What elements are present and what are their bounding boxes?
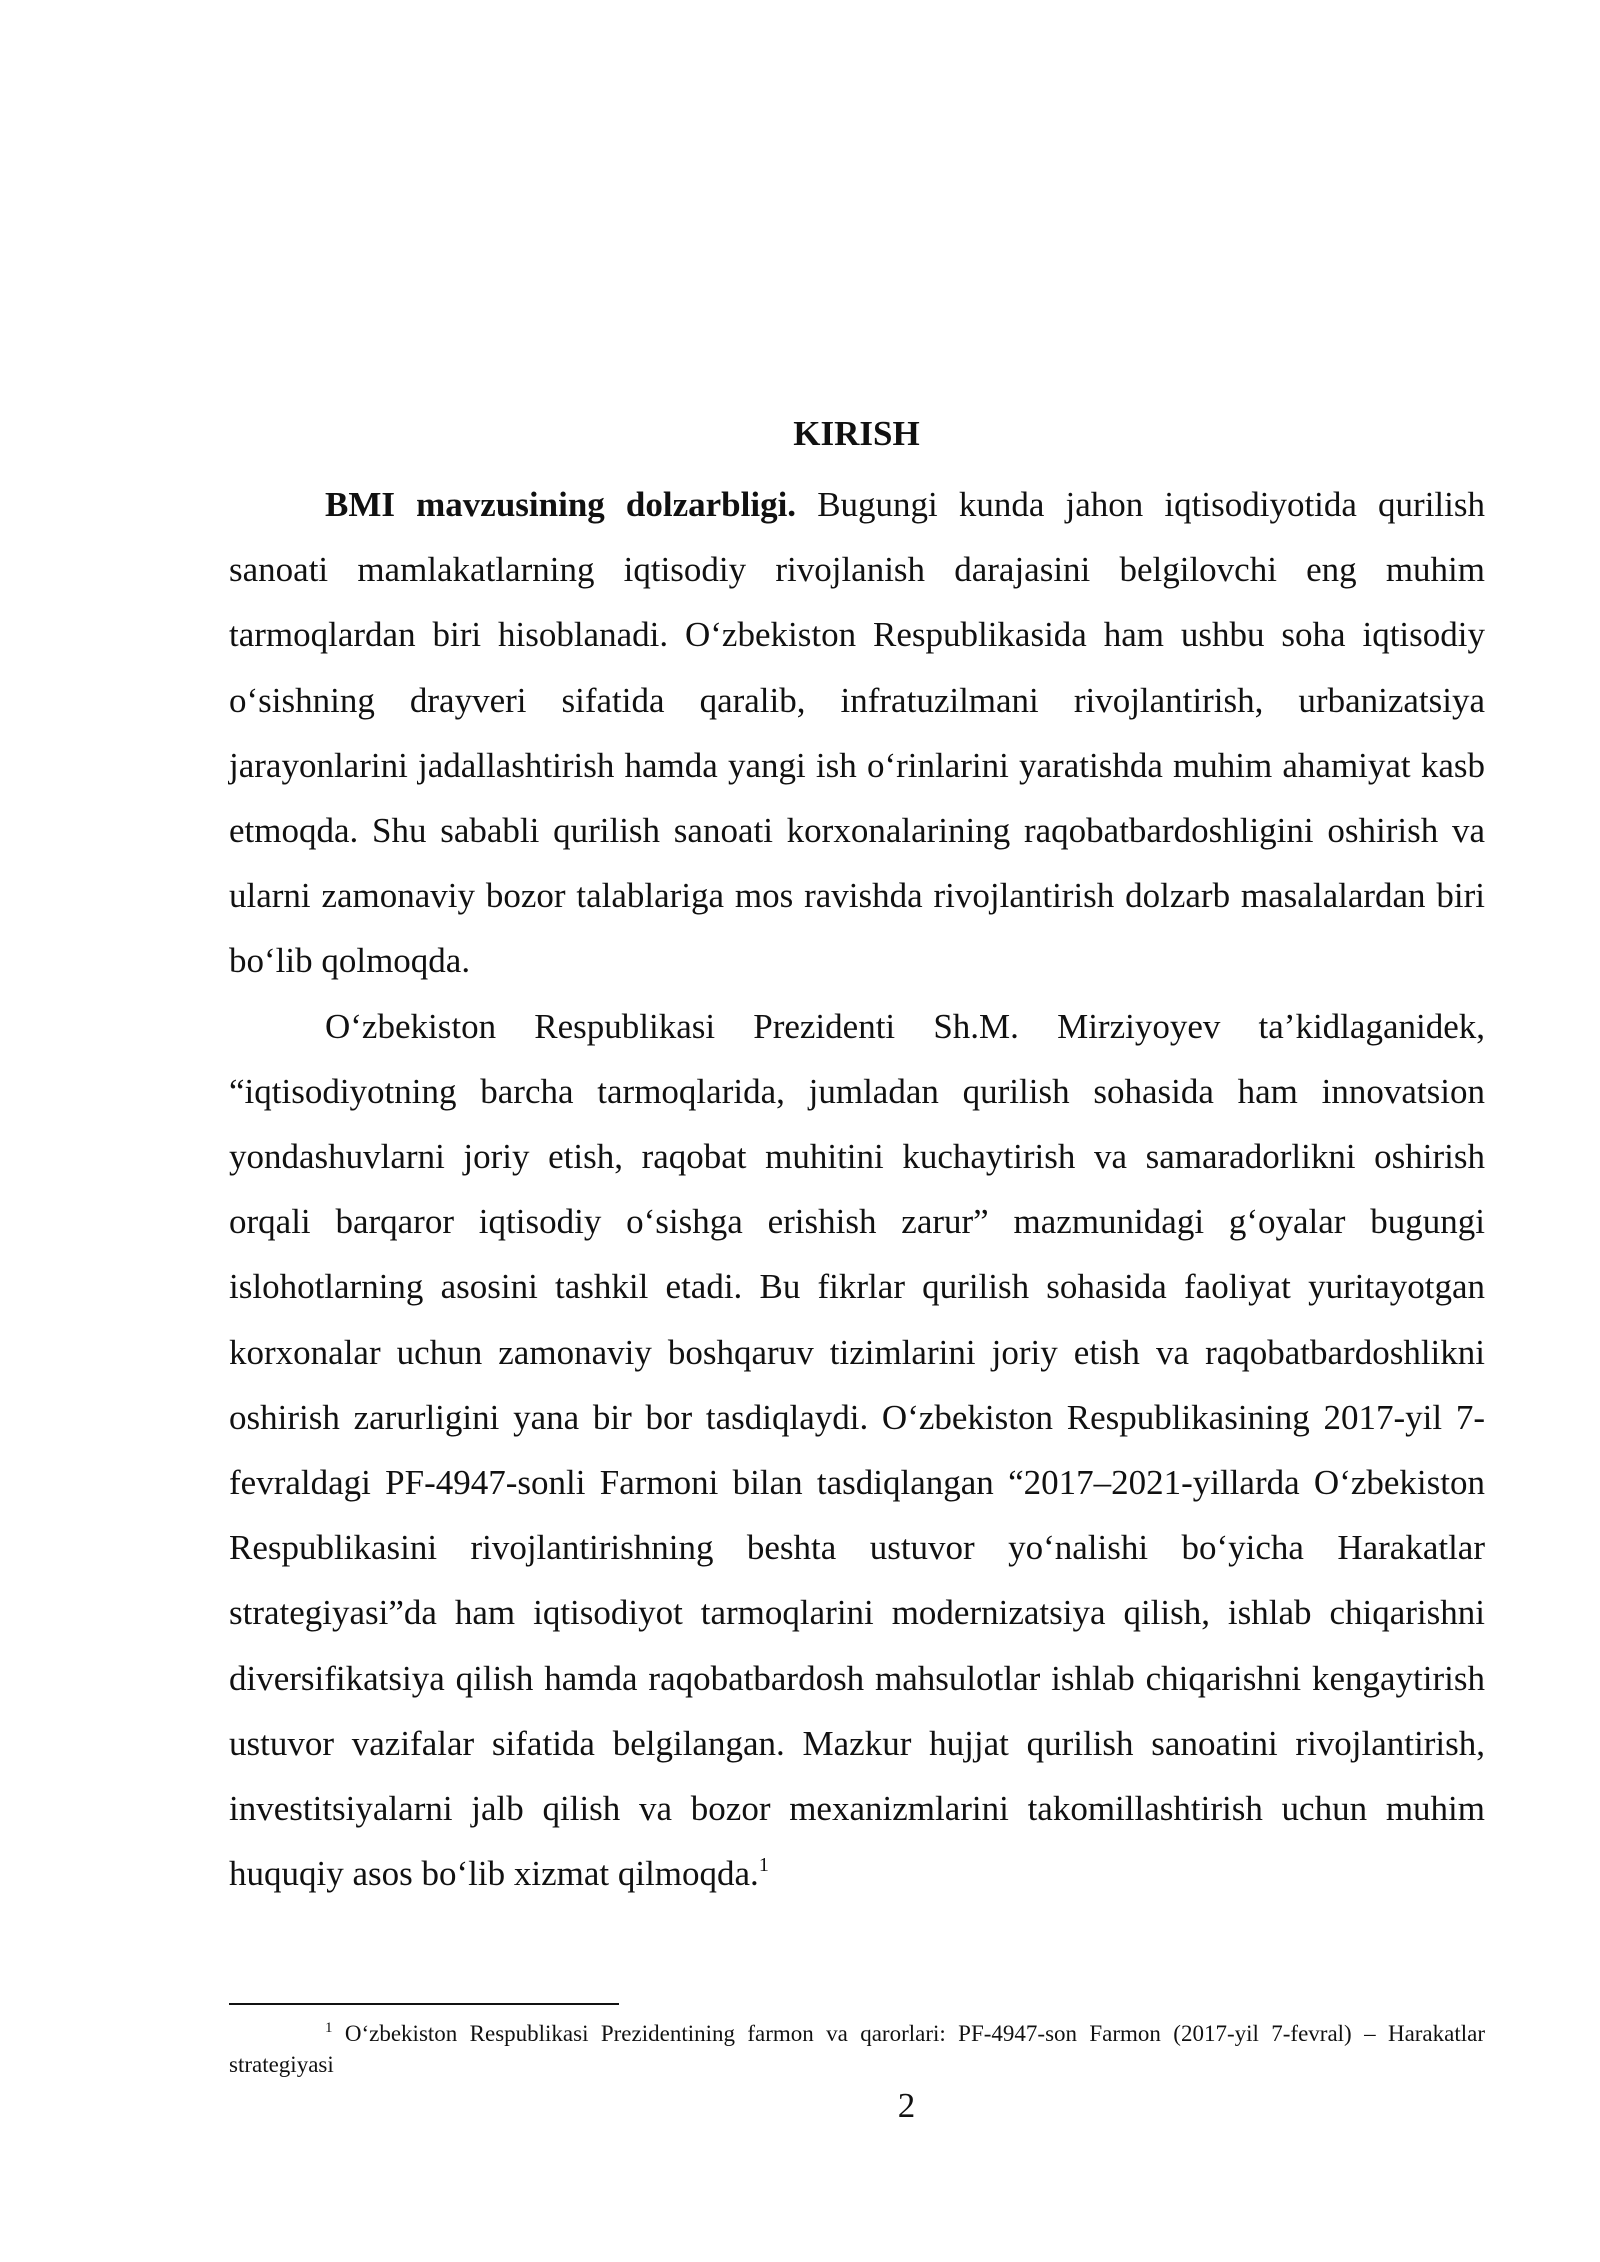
footnote-separator [229,2003,619,2005]
paragraph-lead-bold: BMI mavzusining dolzarbligi. [325,485,797,524]
footnote-text: O‘zbekiston Respublikasi Prezidentining farmon va qarorlari: PF-4947-son Farmon (2017-yil 7-fevral) – Harakatlar strategiyasi [229,2021,1485,2077]
page-number: 2 [897,2086,916,2125]
section-heading: KIRISH [793,414,920,453]
paragraph-relevance [229,472,1485,994]
paragraph-president-quote [229,994,1485,1907]
footnote [229,2018,1485,2080]
paragraph-text: Bugungi kunda jahon iqtisodiyotida qurilish sanoati mamlakatlarning iqtisodiy rivojlanish darajasini belgilovchi eng muhim tarmoqlardan biri hisoblanadi. O‘zbekiston Respublikasida ham ushbu soha iqtisodiy o‘sishning drayveri sifatida qaralib, infratuzilmani rivojlantirish, urbanizatsiya jarayonlarini jadallashtirish hamda yangi ish o‘rinlarini yaratishda muhim ahamiyat kasb etmoqda. Shu sababli qurilish sanoati korxonalarining raqobatbardoshligini oshirish va ularni zamonaviy bozor talablariga mos ravishda rivojlantirish dolzarb masalalardan biri bo‘lib qolmoqda. [229,485,1485,981]
paragraph-text: O‘zbekiston Respublikasi Prezidenti Sh.M. Mirziyoyev ta’kidlaganidek, “iqtisodiyotning barcha tarmoqlarida, jumladan qurilish sohasida ham innovatsion yondashuvlarni joriy etish, raqobat muhitini kuchaytirish va samaradorlikni oshirish orqali barqaror iqtisodiy o‘sishga erishish zarur” mazmunidagi g‘oyalar bugungi islohotlarning asosini tashkil etadi. Bu fikrlar qurilish sohasida faoliyat yuritayotgan korxonalar uchun zamonaviy boshqaruv tizimlarini joriy etish va raqobatbardoshlikni oshirish zarurligini yana bir bor tasdiqlaydi. O‘zbekiston Respublikasining 2017-yil 7-fevraldagi PF-4947-sonli Farmoni bilan tasdiqlangan “2017–2021-yillarda O‘zbekiston Respublikasini rivojlantirishning beshta ustuvor yo‘nalishi bo‘yicha Harakatlar strategiyasi”da ham iqtisodiyot tarmoqlarini modernizatsiya qilish, ishlab chiqarishni diversifikatsiya qilish hamda raqobatbardosh mahsulotlar ishlab chiqarishni kengaytirish ustuvor vazifalar sifatida belgilangan. Mazkur hujjat qurilish sanoatini rivojlantirish, investitsiyalarni jalb qilish va bozor mexanizmlarini takomillashtirish uchun muhim huquqiy asos bo‘lib xizmat qilmoqda. [229,1006,1485,1894]
footnote-marker: 1 [325,2020,333,2036]
footnote-reference[interactable]: 1 [758,1854,769,1877]
body-text [229,472,1485,1906]
